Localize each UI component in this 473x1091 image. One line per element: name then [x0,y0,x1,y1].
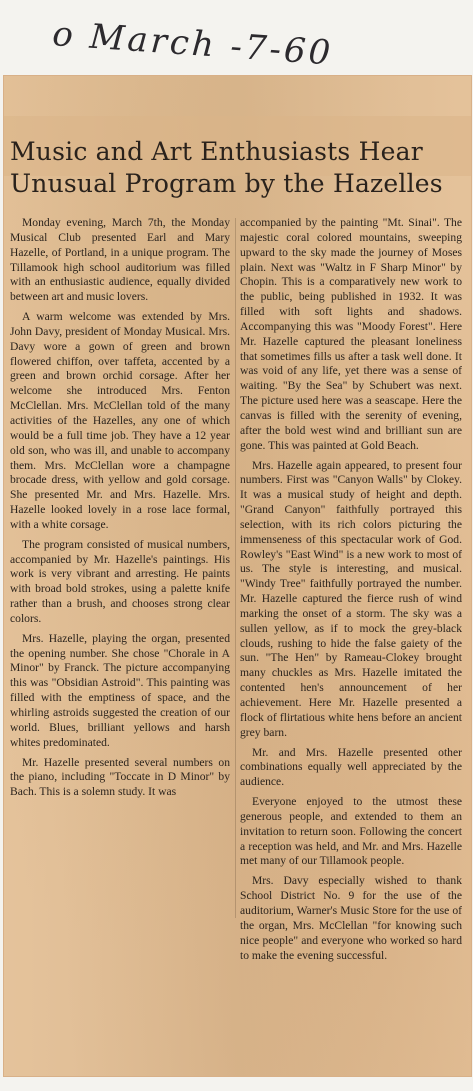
paragraph-4: Mrs. Hazelle, playing the organ, presented the opening number. She chose "Chorale in A Minor" by Franck. The picture accompanying this was "Obsidian Astroid". This painting was filled with the emptiness of space, and the whirling astroids suggested the creation of our world. Blues, brilliant yellows and harsh whites predominated. [10,631,230,749]
article-headline: Music and Art Enthusiasts Hear Unusual Program by the Hazelles [10,137,443,198]
paragraph-7: Mr. and Mrs. Hazelle presented other combinations equally well appreciated by the audience. [240,745,462,789]
paragraph-1: Monday evening, March 7th, the Monday Musical Club presented Earl and Mary Hazelle, of Portland, in a unique program. The Tillamook high school auditorium was filled with an enthusiastic audience, equally divided between art and music lovers. [10,216,230,304]
column-divider [235,218,236,918]
paragraph-5: Mr. Hazelle presented several numbers on the piano, including "Toccate in D Minor" by Bach. This is a solemn study. It was [10,755,230,799]
paragraph-6: Mrs. Hazelle again appeared, to present four numbers. First was "Canyon Walls" by Clokey. It was a musical study of height and depth. "Grand Canyon" faithfully portrayed this selection, with its rich colors picturing the immenseness of this spectacular work of God. Rowley's "East Wind" is a new work to most of us. The style is interesting, and musical. "Windy Tree" faithfully portrayed the number. Mr. Hazelle captured the fierce rush of wind marking the onset of a storm. The sky was a sullen yellow, as if to mock the grey-black clouds, rushing to hide the false gaiety of the sun. "The Hen" by Rameau-Clokey brought many chuckles as Mrs. Hazelle imitated the contented hen's announcement of her achievement. Here Mr. Hazelle presented a flock of flirtatious white hens before an ancient grey barn. [240,458,462,739]
paragraph-3: The program consisted of musical numbers, accompanied by Mr. Hazelle's paintings. His work is very vibrant and arresting. He paints with broad bold strokes, using a palette knife rather than a brush, and chooses strong clear colors. [10,537,230,625]
paragraph-5-continued: accompanied by the painting "Mt. Sinai". The majestic coral colored mountains, sweeping upward to the sky made the journey of Moses plain. Next was "Waltz in F Sharp Minor" by Chopin. This is a comparatively new work to the public, being published in 1932. It was filled with soft lights and shadows. Accompanying this was "Moody Forest". Here Mr. Hazelle captured the pleasant loneliness that sometimes fills us after a task well done. It was void of any life, yet there was a sense of waiting. "By the Sea" by Schubert was next. The picture used here was a seascape. Here the canvas is filled with the serenity of evening, after the bold west wind and brilliant sun are gone. This was painted at Gold Beach. [240,216,462,452]
paragraph-8: Everyone enjoyed to the utmost these generous people, and extended to them an invitation to return soon. Following the concert a reception was held, and Mr. and Mrs. Hazelle met many of our Tillamook people. [240,795,462,868]
article-column-right [240,216,462,968]
paragraph-2: A warm welcome was extended by Mrs. John Davy, president of Monday Musical. Mrs. Davy wore a gown of green and brown flowered chiffon, over taffeta, accented by a green and brown orchid corsage. After her welcome she introduced Mrs. Fenton McClellan. Mrs. McClellan told of the many activities of the Hazelles, any one of which would be a full time job. They have a 12 year old son, who was ill, and unable to accompany them. Mrs. McClellan wore a champagne brocade dress, with yellow and gold corsage. She presented Mr. and Mrs. Hazelle. Mrs. Hazelle looked lovely in a rose lace formal, with a white corsage. [10,310,230,531]
newspaper-clipping [4,76,471,1076]
article-column-left [10,216,230,805]
paragraph-9: Mrs. Davy especially wished to thank School District No. 9 for the use of the auditorium, Warner's Music Store for the use of the organ, Mrs. McClellan "for knowing such nice people" and everyone who worked so hard to make the evening successful. [240,874,462,962]
handwritten-date-annotation: o March -7-60 [51,14,335,74]
